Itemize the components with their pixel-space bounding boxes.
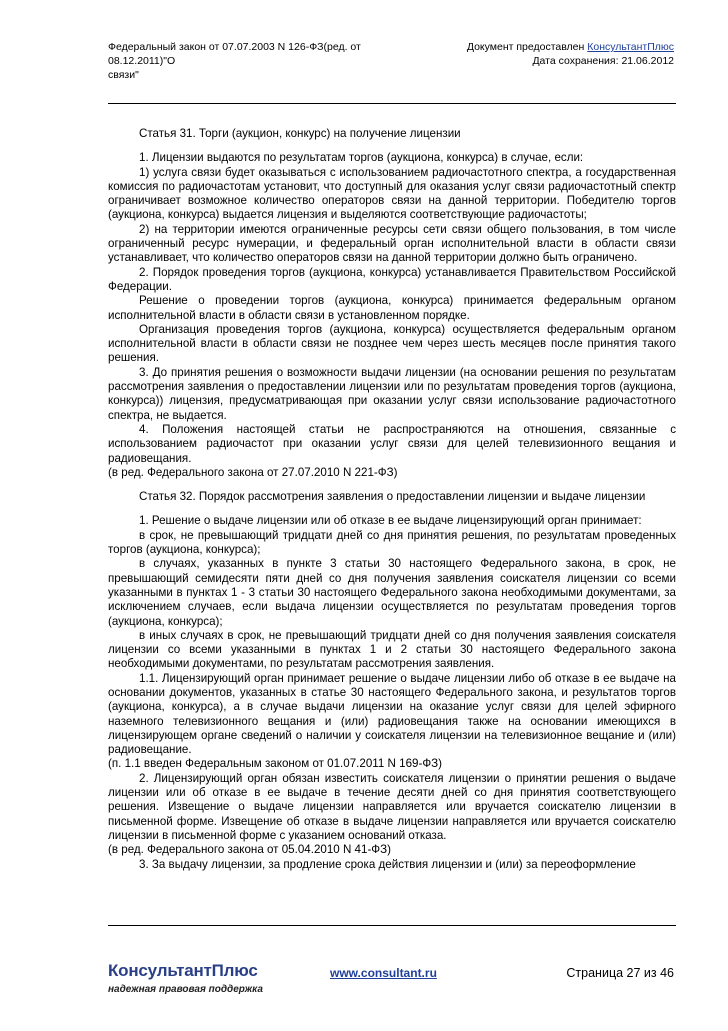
footer-brand-block [108,961,308,996]
article-31-paragraph: 1) услуга связи будет оказываться с использованием радиочастотного спектра, а государственная комиссия по радиочастотам установит, что доступный для оказания услуг связи радиочастотный спектр ограничивает возможное количество операторов связи на данной территории. Победителю торгов (аукциона, конкурса) выдается лицензия и выделяются соответствующие радиочастоты; [108,165,676,222]
header-save-date: Дата сохранения: 21.06.2012 [532,55,674,67]
header-provider-info [434,40,674,68]
footer-site-link[interactable]: www.consultant.ru [330,966,437,980]
article-32-paragraph: 3. За выдачу лицензии, за продление срока действия лицензии и (или) за переоформление [139,857,636,871]
article-32-paragraph: 1. Решение о выдаче лицензии или об отказе в ее выдаче лицензирующий орган принимает: [139,514,642,528]
brand-tagline: надежная правовая поддержка [108,984,263,995]
article-32-title: Статья 32. Порядок рассмотрения заявления о предоставлении лицензии и выдаче лицензии [139,490,646,504]
article-31-paragraph: Решение о проведении торгов (аукциона, конкурса) принимается федеральным органом исполнительной власти в области связи в установленном порядке. [108,294,676,322]
header-provided-by [434,40,674,54]
header-document-title [108,40,426,82]
article-31-title: Статья 31. Торги (аукцион, конкурс) на получение лицензии [139,127,461,140]
brand-logo-text: КонсультантПлюс [108,961,258,980]
article-31-paragraph: 1. Лицензии выдаются по результатам торгов (аукциона, конкурса) в случае, если: [139,151,584,165]
article-31-paragraph: Организация проведения торгов (аукциона, конкурса) осуществляется федеральным органом исполнительной власти в области связи не позднее чем через шесть месяцев после принятия такого решения. [108,322,676,365]
article-32-paragraph: в иных случаях в срок, не превышающий тридцати дней со дня получения заявления соискателя лицензии со всеми указанными в пунктах 1 и 2 статьи 30 настоящего Федерального закона необходимыми документами, по результатам рассмотрения заявления. [108,628,676,671]
article-32-paragraph: в случаях, указанных в пункте 3 статьи 30 настоящего Федерального закона, в срок, не превышающий семидесяти пяти дней со дня получения заявления соискателя лицензии со всеми указанными в пунктах 1 - 3 статьи 30 настоящего Федерального закона необходимыми документами, за исключением случаев, если выдача лицензии осуществляется по результатам проведения торгов (аукциона, конкурса); [108,557,676,628]
article-31-paragraph: 2) на территории имеются ограниченные ресурсы сети связи общего пользования, в том числе ограниченный ресурс нумерации, и федеральный орган исполнительной власти в области связи устанавливает, что количество операторов связи на данной территории должно быть ограничено. [108,222,676,265]
consultant-link[interactable]: КонсультантПлюс [587,41,674,53]
article-32-edition-note: (в ред. Федерального закона от 05.04.2010 N 41-ФЗ) [108,843,391,857]
article-31-paragraph: 2. Порядок проведения торгов (аукциона, конкурса) устанавливается Правительством Российской Федерации. [108,265,676,293]
header-title-line-1: Федеральный закон от 07.07.2003 N 126-ФЗ(ред. от 08.12.2011)"О [108,41,361,67]
article-31-paragraph: 3. До принятия решения о возможности выдачи лицензии (на основании решения по результатам рассмотрения заявления о предоставлении лицензии или по результатам проведения торгов (аукциона, конкурса)) лицензия, предусматривающая при оказании услуг связи использование радиочастотного спектра, не выдается. [108,365,676,422]
article-32-edition-note: (п. 1.1 введен Федеральным законом от 01.07.2011 N 169-ФЗ) [108,757,443,771]
page-number: Страница 27 из 46 [566,966,674,980]
document-body [108,127,676,872]
header-title-line-2: связи" [108,69,139,81]
footer-divider [108,925,676,926]
article-32-paragraph: в срок, не превышающий тридцати дней со дня принятия решения, по результатам проведенных торгов (аукциона, конкурса); [108,528,676,557]
article-32-paragraph: 1.1. Лицензирующий орган принимает решение о выдаче лицензии либо об отказе в ее выдаче на основании документов, указанных в статье 30 настоящего Федерального закона, и результатов торгов (аукциона, конкурса), а в случае выдачи лицензии на оказание услуг связи для целей эфирного наземного телевизионного вещания и (или) радиовещания также на основании имеющихся в лицензирующем органе сведений о наличии у соискателя лицензии на телевизионное вещание и (или) радиовещание. [108,671,676,757]
header-divider [108,103,676,104]
article-31-paragraph: 4. Положения настоящей статьи не распространяются на отношения, связанные с использованием радиочастот при оказании услуг связи для целей телевизионного вещания и радиовещания. [108,422,676,465]
provided-by-label: Документ предоставлен [466,41,588,53]
article-32-paragraph: 2. Лицензирующий орган обязан известить соискателя лицензии о принятии решения о выдаче лицензии или об отказе в ее выдаче в течение десяти дней со дня принятия соответствующего решения. Извещение о выдаче лицензии направляется или вручается соискателю лицензии в письменной форме. Извещение об отказе в выдаче лицензии направляется или вручается соискателю лицензии в письменной форме с указанием оснований отказа. [108,771,676,842]
article-31-edition-note: (в ред. Федерального закона от 27.07.2010 N 221-ФЗ) [108,465,398,479]
